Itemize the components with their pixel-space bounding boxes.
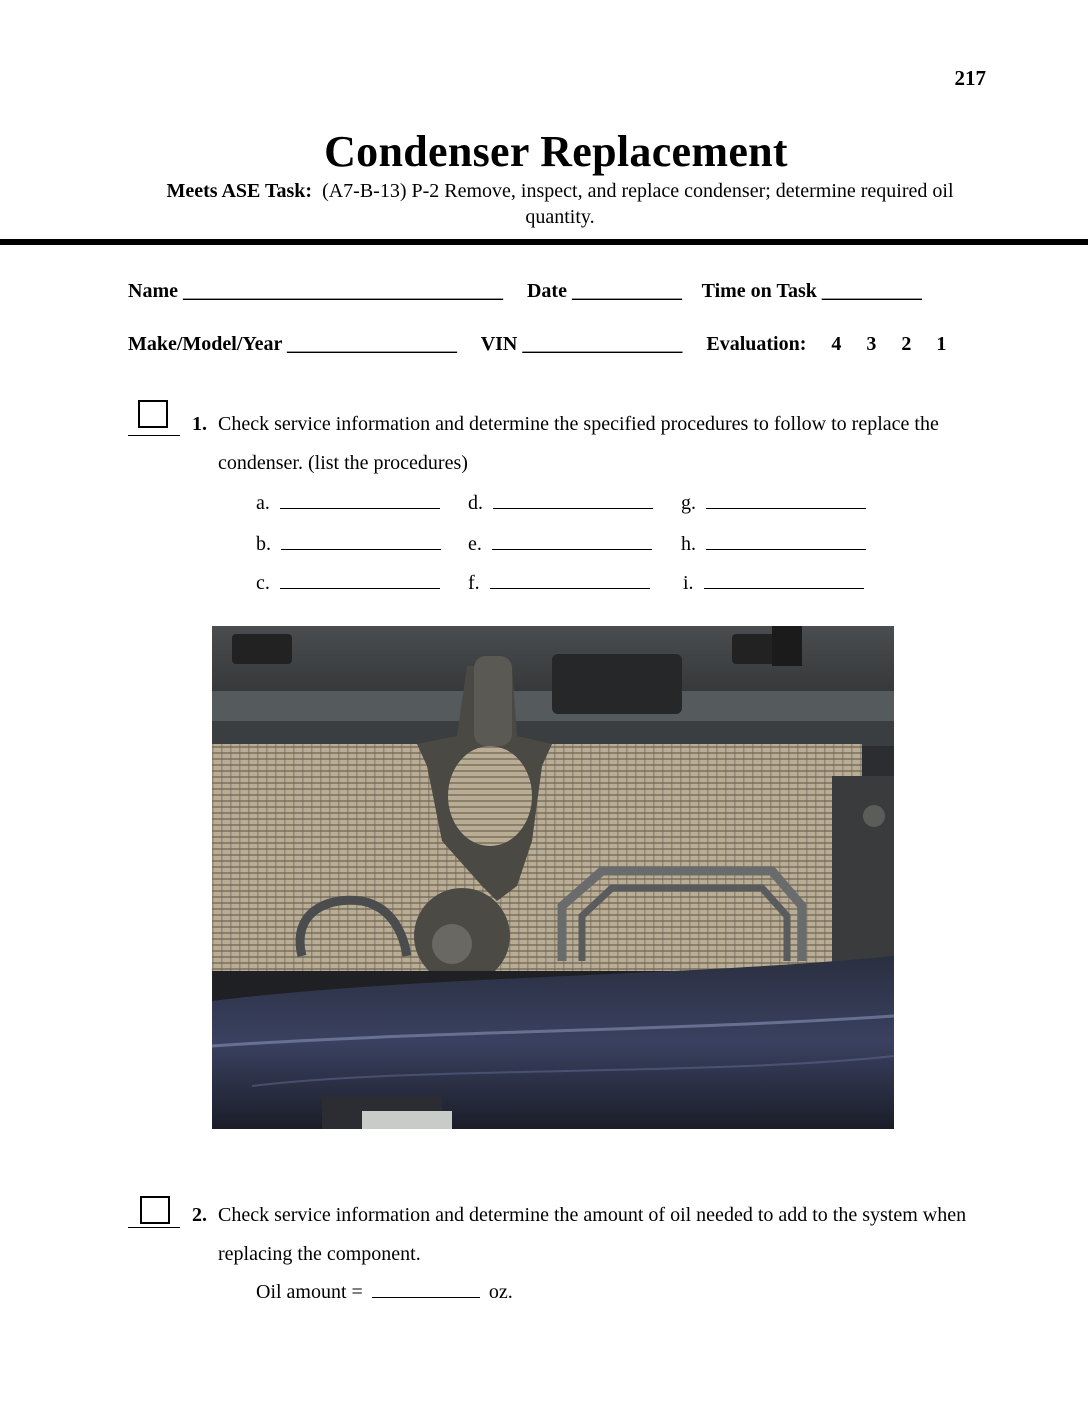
ase-task-text: (A7-B-13) P-2 Remove, inspect, and replace condenser; determine required oil quantity. — [322, 180, 954, 228]
procedure-item-d[interactable]: d. — [468, 492, 653, 515]
name-field[interactable]: Name ________________________________ — [128, 280, 503, 302]
evaluation-score-3[interactable]: 3 — [866, 333, 877, 355]
step-1-text: Check service information and determine the specified procedures to follow to replace the condenser. (list the procedures) — [218, 413, 939, 474]
procedure-item-a[interactable]: a. — [256, 492, 440, 515]
procedure-item-e[interactable]: e. — [468, 533, 652, 556]
procedure-item-g[interactable]: g. — [681, 492, 866, 515]
make-model-year-field[interactable]: Make/Model/Year _________________ — [128, 333, 458, 355]
date-field[interactable]: Date ___________ — [526, 280, 682, 302]
oil-amount-line — [256, 1281, 513, 1304]
ase-task-label: Meets ASE Task: — [166, 180, 313, 202]
evaluation-score-4[interactable]: 4 — [831, 333, 842, 355]
evaluation-score-2[interactable]: 2 — [901, 333, 912, 355]
procedure-item-c[interactable]: c. — [256, 572, 440, 595]
oil-amount-unit: oz. — [488, 1281, 513, 1303]
procedure-item-b[interactable]: b. — [256, 533, 441, 556]
evaluation-score-1[interactable]: 1 — [936, 333, 947, 355]
procedure-item-i[interactable]: i. — [683, 572, 864, 595]
step-1-initial-line[interactable] — [128, 435, 180, 436]
condenser-photo — [212, 626, 894, 1129]
evaluation-label: Evaluation: — [706, 333, 807, 355]
procedure-item-f[interactable]: f. — [468, 572, 650, 595]
info-row-2 — [128, 333, 946, 356]
ase-task — [130, 178, 990, 230]
step-1-checkbox[interactable] — [138, 400, 168, 428]
vin-field[interactable]: VIN ________________ — [480, 333, 683, 355]
oil-amount-blank[interactable] — [372, 1281, 480, 1298]
step-2-number: 2. — [192, 1204, 207, 1226]
step-2-text: Check service information and determine the amount of oil needed to add to the system when replacing the component. — [218, 1204, 967, 1265]
step-2-checkbox[interactable] — [140, 1196, 170, 1224]
oil-amount-label: Oil amount = — [256, 1281, 363, 1303]
header-divider — [0, 239, 1088, 245]
info-row-1 — [128, 280, 922, 303]
page-title: Condenser Replacement — [324, 127, 788, 176]
page-number: 217 — [954, 66, 986, 90]
procedure-item-h[interactable]: h. — [681, 533, 866, 556]
step-1-number: 1. — [192, 413, 207, 435]
time-on-task-field[interactable]: Time on Task __________ — [701, 280, 922, 302]
step-2-initial-line[interactable] — [128, 1227, 180, 1228]
